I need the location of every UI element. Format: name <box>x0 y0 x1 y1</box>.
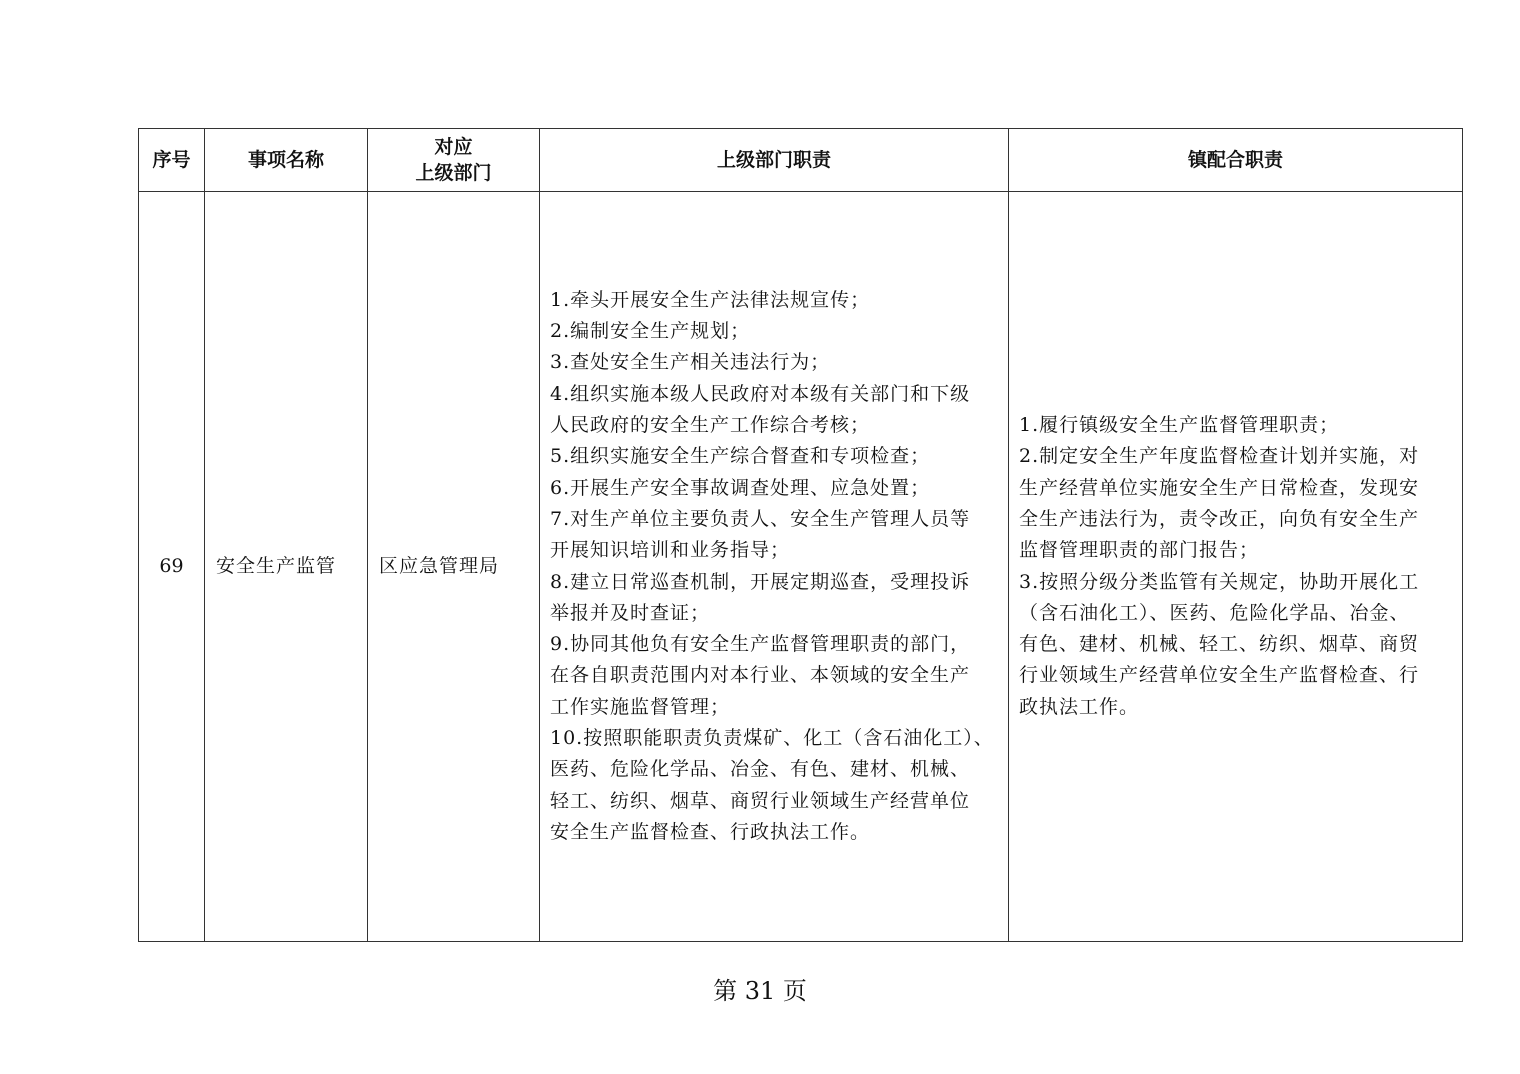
upper-duty-line: 2.编制安全生产规划； <box>550 320 751 343</box>
upper-duty-line: 举报并及时查证； <box>550 601 711 624</box>
upper-duty-line: 3.查处安全生产相关违法行为； <box>550 351 831 374</box>
town-duty-line: （含石油化工）、医药、危险化学品、冶金、 <box>1019 601 1410 624</box>
header-town-duty: 镇配合职责 <box>1009 129 1463 192</box>
upper-duty-line: 轻工、纺织、烟草、商贸行业领域生产经营单位 <box>550 789 971 812</box>
town-duty-line: 2.制定安全生产年度监督检查计划并实施，对 <box>1019 445 1420 468</box>
header-dept <box>368 129 540 192</box>
upper-duty-line: 8.建立日常巡查机制，开展定期巡查，受理投诉 <box>550 570 971 593</box>
upper-duty-line: 5.组织实施安全生产综合督查和专项检查； <box>550 445 931 468</box>
town-duty-line: 1.履行镇级安全生产监督管理职责； <box>1019 414 1340 437</box>
town-duty-line: 有色、建材、机械、轻工、纺织、烟草、商贸 <box>1019 633 1420 656</box>
upper-duty-line: 开展知识培训和业务指导； <box>550 539 791 562</box>
cell-upper-duty <box>540 192 1009 942</box>
header-item-name: 事项名称 <box>205 129 368 192</box>
upper-duty-line: 10.按照职能职责负责煤矿、化工（含石油化工）、 <box>550 726 994 749</box>
header-row <box>139 129 1463 192</box>
header-upper-duty: 上级部门职责 <box>540 129 1009 192</box>
upper-duty-line: 工作实施监督管理； <box>550 695 731 718</box>
town-duty-line: 监督管理职责的部门报告； <box>1019 539 1260 562</box>
upper-duty-line: 安全生产监督检查、行政执法工作。 <box>550 820 871 843</box>
upper-duty-line: 1.牵头开展安全生产法律法规宣传； <box>550 288 871 311</box>
cell-dept: 区应急管理局 <box>368 192 540 942</box>
upper-duty-line: 4.组织实施本级人民政府对本级有关部门和下级 <box>550 382 971 405</box>
town-duty-line: 行业领域生产经营单位安全生产监督检查、行 <box>1019 664 1420 687</box>
town-duty-line: 全生产违法行为，责令改正，向负有安全生产 <box>1019 507 1420 530</box>
cell-item-name: 安全生产监管 <box>205 192 368 942</box>
upper-duty-line: 医药、危险化学品、冶金、有色、建材、机械、 <box>550 758 971 781</box>
upper-duty-line: 7.对生产单位主要负责人、安全生产管理人员等 <box>550 507 971 530</box>
town-duty-line: 生产经营单位实施安全生产日常检查，发现安 <box>1019 476 1420 499</box>
town-duty-line: 3.按照分级分类监管有关规定，协助开展化工 <box>1019 570 1420 593</box>
header-dept-line2: 上级部门 <box>415 162 492 184</box>
upper-duty-line: 人民政府的安全生产工作综合考核； <box>550 414 871 437</box>
town-duty-text <box>1019 410 1454 723</box>
page-number: 第 31 页 <box>713 977 807 1005</box>
upper-duty-text <box>550 285 1000 848</box>
upper-duty-line: 9.协同其他负有安全生产监督管理职责的部门， <box>550 633 971 656</box>
cell-town-duty <box>1009 192 1463 942</box>
table-row <box>139 192 1463 942</box>
upper-duty-line: 6.开展生产安全事故调查处理、应急处置； <box>550 476 931 499</box>
cell-no: 69 <box>139 192 205 942</box>
duty-table <box>138 128 1463 942</box>
upper-duty-line: 在各自职责范围内对本行业、本领域的安全生产 <box>550 664 971 687</box>
town-duty-line: 政执法工作。 <box>1019 695 1140 718</box>
header-no: 序号 <box>139 129 205 192</box>
header-dept-line1: 对应 <box>434 136 473 158</box>
